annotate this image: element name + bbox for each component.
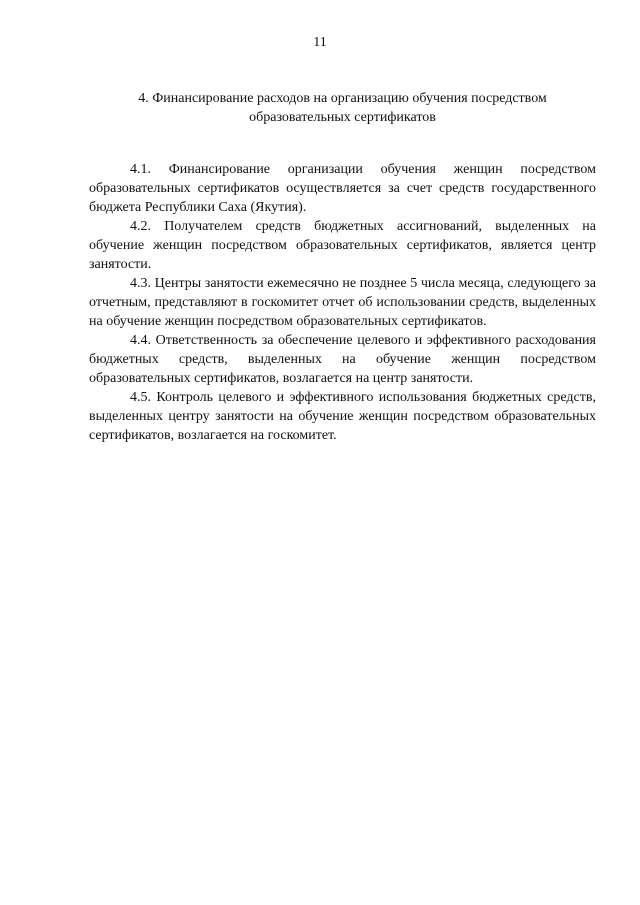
document-body (89, 89, 596, 445)
section-title (89, 89, 596, 127)
section-title-line-1: 4. Финансирование расходов на организацию обучения посредством (138, 91, 547, 106)
page-number: 11 (313, 35, 327, 50)
paragraph-4-5: 4.5. Контроль целевого и эффективного использования бюджетных средств, выделенных центру занятости на обучение женщин посредством образовательных сертификатов, возлагается на госкомитет. (89, 390, 596, 443)
paragraph-4-3: 4.3. Центры занятости ежемесячно не позднее 5 числа месяца, следующего за отчетным, представляют в госкомитет отчет об использовании средств, выделенных на обучение женщин посредством образовательных сертификатов. (89, 276, 596, 329)
section-title-line-2: образовательных сертификатов (249, 110, 436, 125)
paragraph-4-2: 4.2. Получателем средств бюджетных ассигнований, выделенных на обучение женщин посредством образовательных сертификатов, является центр занятости. (89, 219, 596, 272)
paragraph-4-1: 4.1. Финансирование организации обучения женщин посредством образовательных сертификатов осуществляется за счет средств государственного бюджета Республики Саха (Якутия). (89, 162, 596, 215)
paragraph-4-4: 4.4. Ответственность за обеспечение целевого и эффективного расходования бюджетных средств, выделенных на обучение женщин посредством образовательных сертификатов, возлагается на центр занятости. (89, 333, 596, 386)
